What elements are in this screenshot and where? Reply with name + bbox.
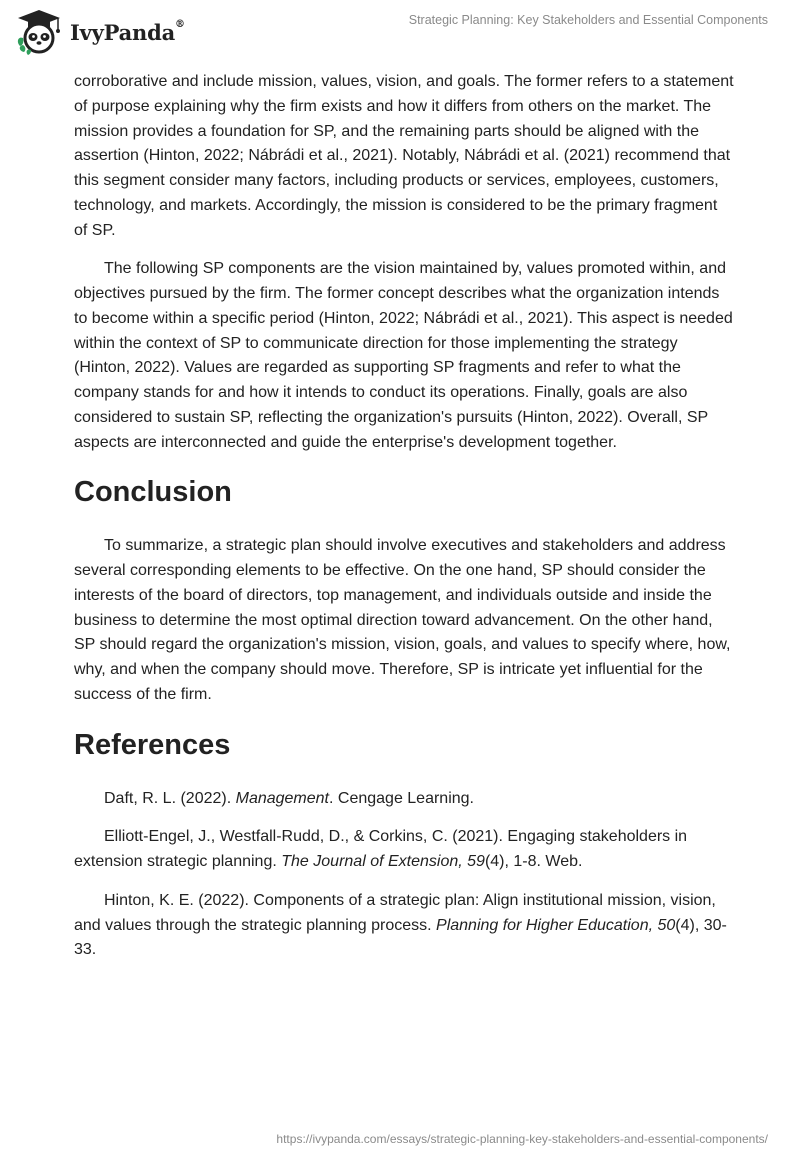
- reference-item: [74, 825, 734, 875]
- conclusion-heading: Conclusion: [74, 476, 232, 509]
- reference-title: The Journal of Extension, 59: [281, 853, 485, 870]
- reference-title: Planning for Higher Education, 50: [436, 916, 676, 934]
- reference-item: [74, 889, 734, 963]
- reference-title: Management: [235, 789, 329, 807]
- references-heading: References: [74, 728, 231, 761]
- document-title: Strategic Planning: Key Stakeholders and Essential Components: [408, 13, 768, 27]
- essay-content: [74, 70, 734, 977]
- reference-details: . Cengage Learning.: [329, 789, 474, 807]
- reference-text: Hinton, K. E. (2022). Components of a strategic plan: Align institutional mission, vision, and values through the strategic planning process.: [74, 891, 716, 934]
- registered-mark: ®: [175, 18, 185, 30]
- brand-text: IvyPanda: [70, 19, 176, 45]
- reference-details: (4), 1-8. Web.: [484, 853, 583, 870]
- reference-item: [74, 787, 734, 812]
- source-url-link[interactable]: https://ivypanda.com/essays/strategic-planning-key-stakeholders-and-essential-components/: [276, 1132, 768, 1146]
- reference-details: (4), 30-33.: [74, 916, 727, 959]
- conclusion-paragraph: To summarize, a strategic plan should involve executives and stakeholders and address several corresponding elements to be effective. On the one hand, SP should consider the interests of the board of directors, top management, and individuals outside and inside the business to determine the most optimal direction toward advancement. On the other hand, SP should regard the organization's mission, vision, goals, and values to specify where, how, why, and when the company should move. Therefore, SP is intricate yet influential for the success of the firm.: [74, 537, 731, 703]
- reference-text: Daft, R. L. (2022).: [104, 789, 236, 807]
- brand-name: [70, 20, 185, 45]
- body-paragraph-1: corroborative and include mission, values, vision, and goals. The former refers to a statement of purpose explaining why the firm exists and how it differs from others on the market. The mission provides a foundation for SP, and the remaining parts should be aligned with the assertion (Hinton, 2022; Nábrádi et al., 2021). Notably, Nábrádi et al. (2021) recommend that this segment consider many factors, including products or services, employees, customers, technology, and markets. Accordingly, the mission is considered to be the primary fragment of SP.: [74, 73, 734, 239]
- ivypanda-logo[interactable]: [14, 8, 185, 56]
- reference-text: Elliott-Engel, J., Westfall-Rudd, D., & Corkins, C. (2021). Engaging stakeholders in extension strategic planning.: [74, 828, 688, 870]
- page-header: [0, 0, 800, 70]
- body-paragraph-2: The following SP components are the vision maintained by, values promoted within, and objectives pursued by the firm. The former concept describes what the organization intends to become within a specific period (Hinton, 2022; Nábrádi et al., 2021). This aspect is needed within the context of SP to communicate direction for those implementing the strategy (Hinton, 2022). Values are regarded as supporting SP fragments and refer to what the company stands for and how it intends to conduct its operations. Finally, goals are also considered to sustain SP, reflecting the organization's pursuits (Hinton, 2022). Overall, SP aspects are interconnected and guide the enterprise's development together.: [74, 260, 733, 451]
- panda-logo-icon: [14, 8, 64, 56]
